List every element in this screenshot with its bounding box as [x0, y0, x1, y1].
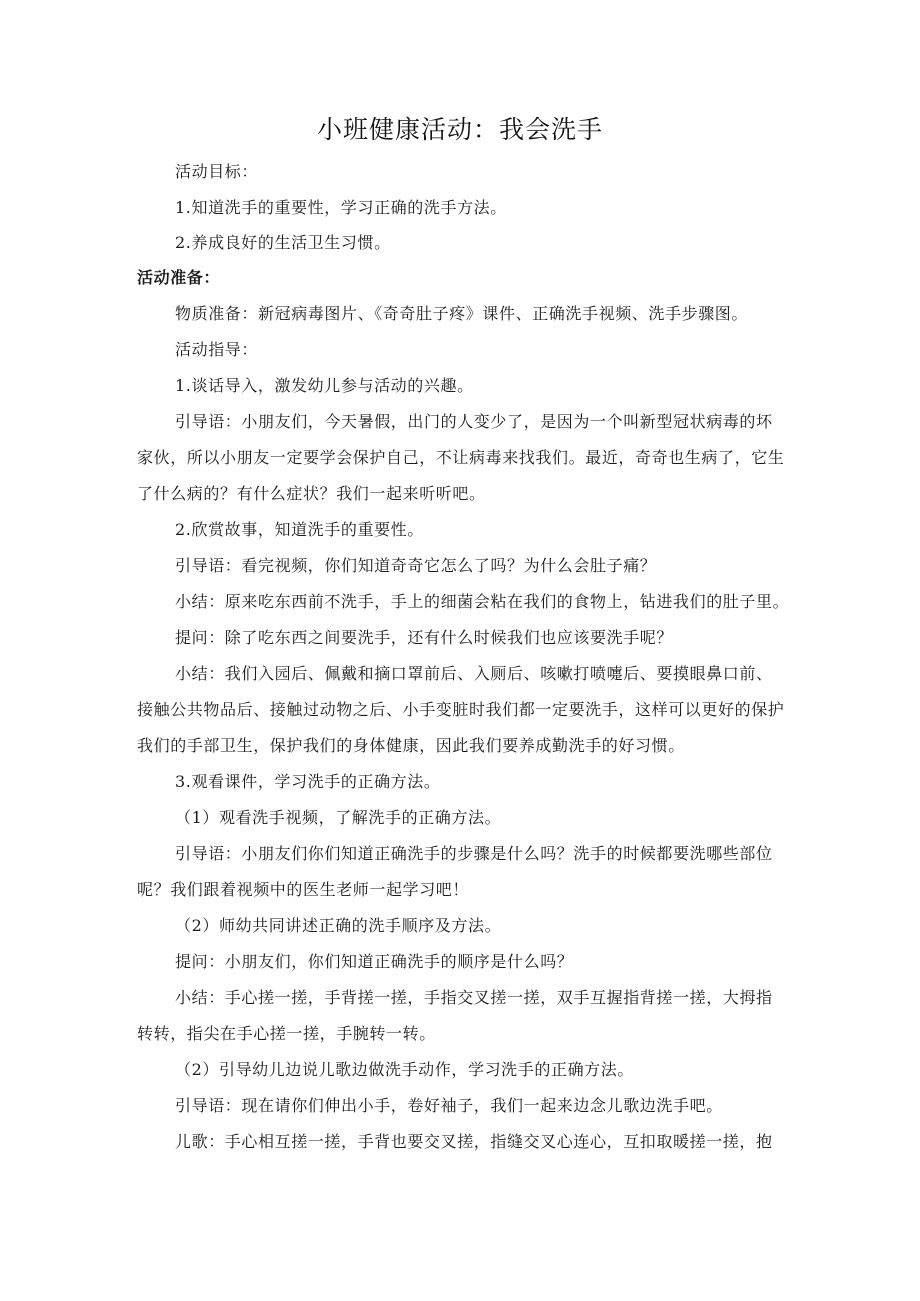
text-line: 提问：小朋友们，你们知道正确洗手的顺序是什么吗？	[175, 952, 574, 971]
text-line: 2.欣赏故事，知道洗手的重要性。	[175, 520, 424, 539]
section-heading: 活动准备：	[137, 268, 221, 287]
document-title: 小班健康活动：我会洗手	[316, 115, 603, 144]
text-line: 提问：除了吃东西之间要洗手，还有什么时候我们也应该要洗手呢？	[175, 628, 674, 647]
text-line: 1.谈话导入，激发幼儿参与活动的兴趣。	[175, 376, 474, 395]
text-line: 引导语：小朋友们，今天暑假，出门的人变少了，是因为一个叫新型冠状病毒的坏	[175, 412, 773, 431]
text-line: 引导语：看完视频，你们知道奇奇它怎么了吗？为什么会肚子痛？	[175, 556, 657, 575]
text-line: 小结：原来吃东西前不洗手，手上的细菌会粘在我们的食物上，钻进我们的肚子里。	[175, 592, 790, 611]
text-line: 3.观看课件，学习洗手的正确方法。	[175, 772, 441, 791]
text-line: 引导语：小朋友们你们知道正确洗手的步骤是什么吗？洗手的时候都要洗哪些部位	[175, 844, 773, 863]
text-line: 活动指导：	[175, 340, 259, 359]
text-line: 活动目标：	[175, 162, 259, 181]
text-line: 呢？我们跟着视频中的医生老师一起学习吧！	[137, 880, 470, 899]
text-line: 转转，指尖在手心搓一搓，手腕转一转。	[137, 1024, 436, 1043]
text-line: 了什么病的？有什么症状？我们一起来听听吧。	[137, 484, 486, 503]
text-line: 小结：手心搓一搓，手背搓一搓，手指交叉搓一搓，双手互握指背搓一搓，大拇指	[175, 988, 773, 1007]
text-line: 物质准备：新冠病毒图片、《奇奇肚子疼》课件、正确洗手视频、洗手步骤图。	[175, 304, 749, 323]
text-line: （2）引导幼儿边说儿歌边做洗手动作，学习洗手的正确方法。	[175, 1060, 634, 1079]
text-line: （2）师幼共同讲述正确的洗手顺序及方法。	[175, 916, 502, 935]
text-line: 2.养成良好的生活卫生习惯。	[175, 233, 391, 252]
text-line: 接触公共物品后、接触过动物之后、小手变脏时我们都一定要洗手，这样可以更好的保护	[137, 700, 785, 719]
text-line: 我们的手部卫生，保护我们的身体健康，因此我们要养成勤洗手的好习惯。	[137, 736, 685, 755]
text-line: （1）观看洗手视频，了解洗手的正确方法。	[175, 808, 502, 827]
text-line: 1.知道洗手的重要性，学习正确的洗手方法。	[175, 198, 507, 217]
text-line: 引导语：现在请你们伸出小手，卷好袖子，我们一起来边念儿歌边洗手吧。	[175, 1096, 723, 1115]
text-line: 小结：我们入园后、佩戴和摘口罩前后、入厕后、咳嗽打喷嚏后、要摸眼鼻口前、	[175, 664, 773, 683]
text-line: 儿歌：手心相互搓一搓，手背也要交叉搓，指缝交叉心连心，互扣取暖搓一搓，抱	[175, 1132, 773, 1151]
text-line: 家伙，所以小朋友一定要学会保护自己，不让病毒来找我们。最近，奇奇也生病了，它生	[137, 448, 785, 467]
